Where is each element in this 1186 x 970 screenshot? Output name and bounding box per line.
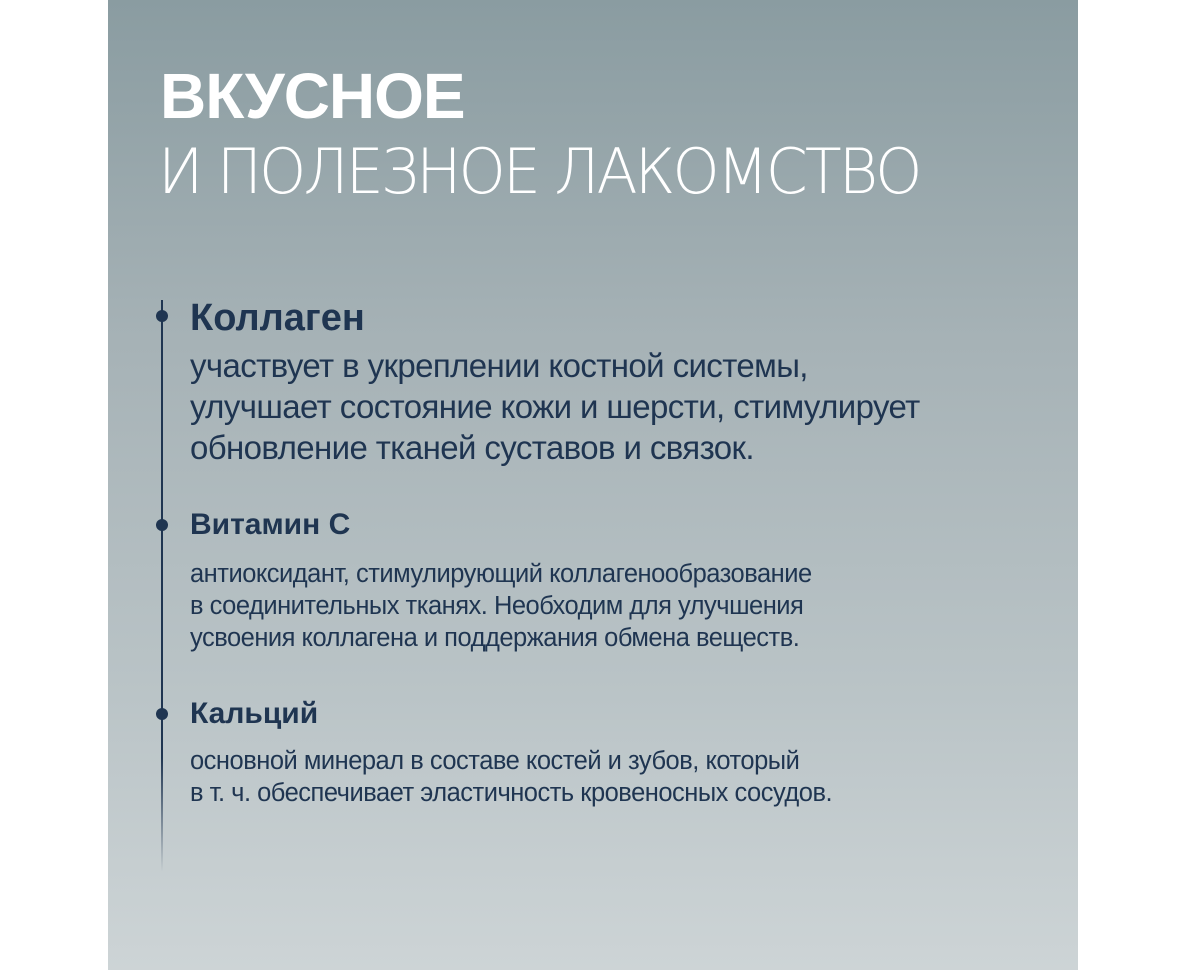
timeline-dot-icon — [156, 310, 168, 322]
item-text-calcium: основной минерал в составе костей и зубов, который в т. ч. обеспечивает эластичность кровеносных сосудов. — [190, 747, 833, 807]
item-text-vitamin-c: антиоксидант, стимулирующий коллагенообразование в соединительных тканях. Необходим для улучшения усвоения коллагена и поддержания обмена веществ. — [190, 560, 812, 652]
timeline-dot-icon — [156, 519, 168, 531]
timeline-dot-icon — [156, 708, 168, 720]
info-card — [108, 0, 1078, 970]
page-title: ВКУСНОЕ — [160, 60, 465, 132]
item-text-collagen: участвует в укреплении костной системы, улучшает состояние кожи и шерсти, стимулирует обновление тканей суставов и связок. — [190, 347, 920, 466]
timeline-line — [161, 300, 163, 872]
item-title-collagen: Коллаген — [190, 297, 365, 339]
page-subtitle: И ПОЛЕЗНОЕ ЛАКОМСТВО — [158, 135, 920, 208]
item-title-vitamin-c: Витамин С — [190, 508, 351, 541]
item-title-calcium: Кальций — [190, 697, 319, 730]
